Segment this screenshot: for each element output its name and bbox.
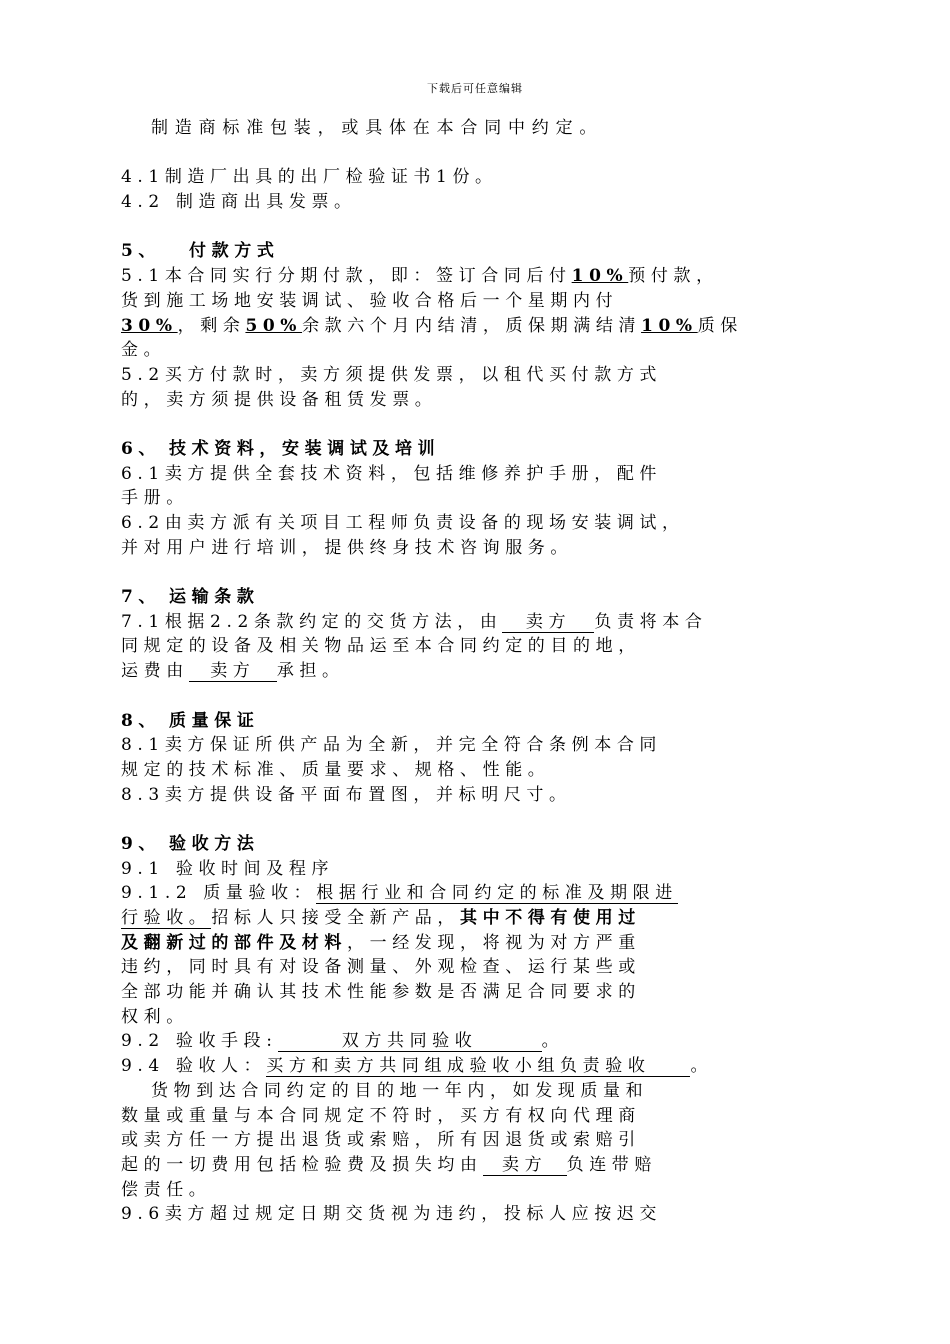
clause-9-5-cont: 数量或重量与本合同规定不符时，买方有权向代理商 (121, 1105, 641, 1126)
section-9-heading (121, 832, 841, 857)
clause-9-6: 9.6卖方超过规定日期交货视为违约，投标人应按迟交 (121, 1204, 663, 1225)
clause-5-1-cont2: 30%，剩余50%余款六个月内结清，质保期满结清10%质保 (121, 315, 743, 336)
percent-30: 30% (121, 315, 178, 336)
section-title: 验收方法 (169, 833, 260, 854)
section-number: 7、 (121, 587, 162, 608)
clause-6-2: 6.2由卖方派有关项目工程师负责设备的现场安装调试， (121, 513, 685, 533)
section-title: 付款方式 (189, 241, 280, 262)
clause-8-1: 8.1卖方保证所供产品为全新，并完全符合条例本合同 (121, 735, 663, 756)
clause-7-1-cont: 同规定的设备及相关物品运至本合同约定的目的地， (121, 636, 641, 657)
seller-blank: 卖方 (502, 612, 594, 633)
clause-9-5-end: 偿责任。 (121, 1179, 212, 1200)
seller-blank: 卖方 (189, 661, 277, 682)
inspector-blank: 买方和卖方共同组成验收小组负责验收 (266, 1056, 690, 1077)
section-title: 技术资料，安装调试及培训 (169, 438, 441, 459)
clause-9-1-2-cont2: 及翻新过的部件及材料，一经发现，将视为对方严重 (121, 932, 641, 953)
clause-5-1-end: 金。 (121, 340, 167, 361)
seller-blank: 卖方 (483, 1155, 567, 1176)
section-title: 运输条款 (169, 587, 260, 608)
percent-10-b: 10% (641, 315, 698, 336)
clause-9-2: 9.2 验收手段: 双方共同验收 。 (121, 1031, 565, 1052)
contract-body (121, 116, 841, 1227)
clause-6-2-cont: 并对用户进行培训，提供终身技术咨询服务。 (121, 537, 573, 558)
clause-9-1-2-cont: 行验收。招标人只接受全新产品，其中不得有使用过 (121, 908, 641, 928)
clause-5-1-cont: 货到施工场地安装调试、验收合格后一个星期内付 (121, 290, 619, 311)
section-title: 质量保证 (169, 710, 260, 731)
clause-6-1: 6.1卖方提供全套技术资料，包括维修养护手册，配件 (121, 463, 663, 484)
percent-10: 10% (571, 266, 629, 287)
clause-5-2-cont: 的，卖方须提供设备租赁发票。 (121, 389, 438, 410)
clause-9-1-2-end: 权利。 (121, 1006, 189, 1027)
clause-5-2: 5.2买方付款时，卖方须提供发票，以租代买付款方式 (121, 364, 663, 385)
clause-9-5: 货物到达合同约定的目的地一年内，如发现质量和 (151, 1080, 649, 1101)
clause-6-1-cont: 手册。 (121, 488, 189, 509)
clause-8-1-cont: 规定的技术标准、质量要求、规格、性能。 (121, 759, 551, 780)
clause-7-1-end: 运费由 卖方 承担。 (121, 661, 345, 682)
clause-9-5-cont3: 起的一切费用包括检验费及损失均由 卖方 负连带赔 (121, 1154, 658, 1175)
clause-9-1-2-cont3: 违约，同时具有对设备测量、外观检查、运行某些或 (121, 957, 641, 978)
packaging-line: 制造商标准包装，或具体在本合同中约定。 (151, 118, 604, 138)
section-6-heading (121, 437, 841, 462)
section-8-heading (121, 709, 841, 734)
section-number: 8、 (121, 710, 162, 731)
method-blank: 双方共同验收 (278, 1031, 542, 1052)
clause-7-1: 7.1根据2.2条款约定的交货方法，由 卖方 负责将本合 (121, 611, 708, 632)
clause-9-4: 9.4 验收人：买方和卖方共同组成验收小组负责验收 。 (121, 1056, 714, 1077)
clause-4-1: 4.1制造厂出具的出厂检验证书1份。 (121, 167, 498, 188)
clause-9-1: 9.1 验收时间及程序 (121, 858, 335, 879)
percent-50: 50% (245, 315, 303, 336)
clause-9-5-cont2: 或卖方任一方提出退货或索赔，所有因退货或索赔引 (121, 1130, 641, 1151)
clause-9-1-2-cont4: 全部功能并确认其技术性能参数是否满足合同要求的 (121, 982, 641, 1003)
clause-4-2: 4.2 制造商出具发票。 (121, 192, 357, 213)
section-5-heading (121, 239, 841, 264)
clause-9-1-2: 9.1.2 质量验收：根据行业和合同约定的标准及期限进 (121, 883, 678, 904)
section-number: 5、 (121, 241, 162, 262)
page-header: 下载后可任意编辑 (427, 82, 523, 95)
clause-5-1: 5.1本合同实行分期付款，即：签订合同后付10%预付款， (121, 266, 719, 287)
section-number: 6、 (121, 438, 162, 459)
section-7-heading (121, 585, 841, 610)
clause-8-3: 8.3卖方提供设备平面布置图，并标明尺寸。 (121, 784, 572, 805)
section-number: 9、 (121, 833, 162, 854)
